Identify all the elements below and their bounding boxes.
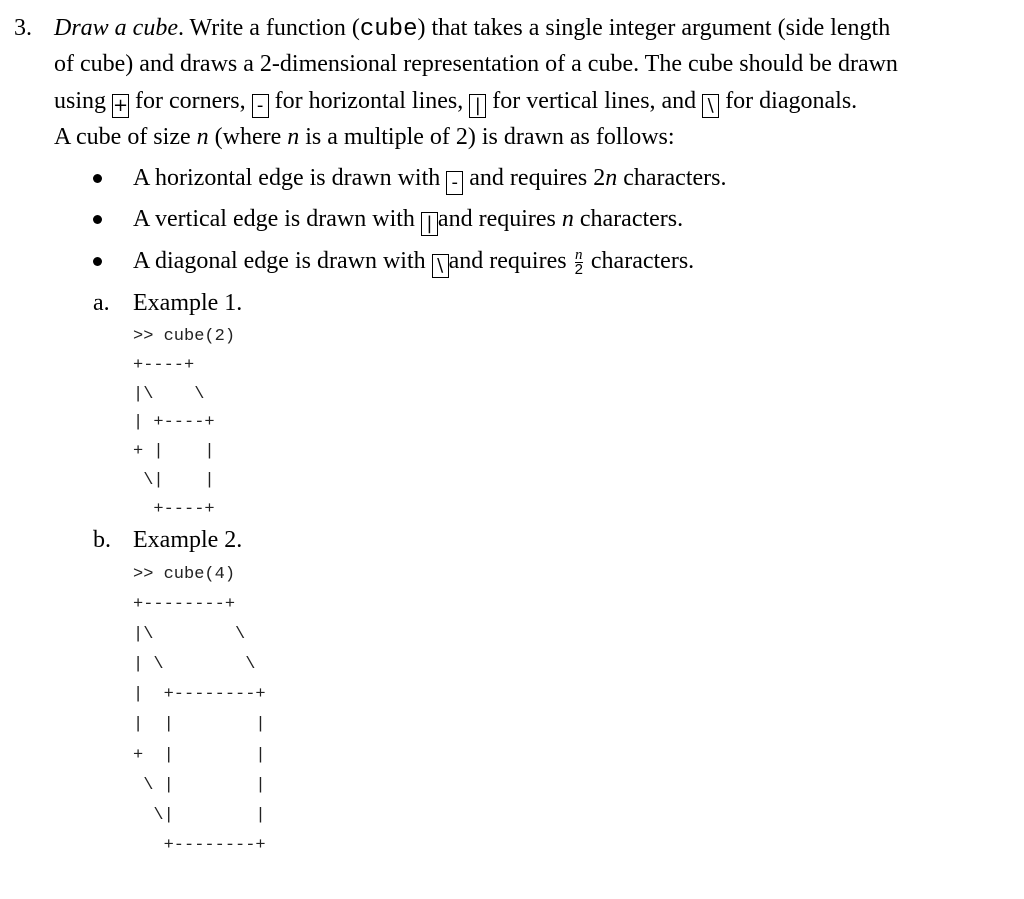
for-vertical-text: for vertical lines, and — [492, 88, 697, 114]
example-2-code: >> cube(4) +--------+ |\ \ | \ \ | +--------+ | | | + | | \ | | \| | +--------+ — [133, 565, 266, 855]
example-1-code: >> cube(2) +----+ |\ \ | +----+ + | | \| | +----+ — [133, 327, 236, 519]
example-2-label: b. — [93, 527, 111, 553]
fraction-denominator: 2 — [574, 260, 583, 278]
where-text: (where — [208, 124, 288, 150]
bullet-dot — [93, 215, 102, 224]
diagonal-symbol-box: \ — [432, 254, 449, 278]
example-1-title: Example 1. — [133, 290, 243, 316]
var-n: n — [561, 206, 574, 232]
vertical-symbol-box: | — [421, 212, 438, 236]
bullet-text: characters. — [617, 165, 727, 191]
for-corners-text: for corners, — [135, 88, 246, 114]
problem-line-2: of cube) and draws a 2-dimensional representation of a cube. The cube should be drawn — [54, 51, 898, 77]
bullet-text: and requires 2 — [463, 165, 606, 191]
bullet-text: A diagonal edge is drawn with — [133, 248, 426, 274]
bullet-text: characters. — [573, 206, 684, 232]
fraction-numerator: n — [574, 246, 583, 263]
bullet-dot — [93, 174, 102, 183]
var-n: n — [605, 165, 618, 191]
vertical-symbol-box: | — [469, 94, 486, 118]
for-diagonals-text: for diagonals. — [725, 88, 858, 114]
var-n: n — [196, 124, 209, 150]
problem-line-4 — [54, 122, 675, 152]
problem-number: 3. — [14, 15, 32, 41]
intro-text: . Write a function ( — [177, 15, 360, 41]
bullet-text: and requires — [437, 206, 562, 232]
example-1-label: a. — [93, 290, 110, 316]
horizontal-symbol-box: - — [446, 171, 463, 195]
var-n: n — [287, 124, 300, 150]
bullet-horizontal — [133, 163, 726, 195]
horizontal-symbol-box: - — [252, 94, 269, 118]
problem-title: Draw a cube — [54, 15, 178, 41]
corner-symbol-box: + — [113, 95, 129, 116]
multiple-text: is a multiple of 2) is drawn as follows: — [299, 124, 675, 150]
bullet-dot — [93, 257, 102, 266]
diagonal-symbol-box: \ — [702, 94, 719, 118]
problem-line-1 — [54, 13, 890, 45]
fraction-n-over-2 — [575, 248, 583, 277]
intro-after-func: ) that takes a single integer argument (side length — [417, 15, 891, 41]
function-name: cube — [359, 16, 418, 43]
bullet-text: A horizontal edge is drawn with — [133, 165, 441, 191]
bullet-text: A vertical edge is drawn with — [133, 206, 415, 232]
bullet-text: and requires — [448, 248, 567, 274]
bullet-text: characters. — [590, 248, 695, 274]
example-2-title: Example 2. — [133, 527, 243, 553]
problem-line-3 — [54, 86, 857, 118]
size-text: A cube of size — [54, 124, 197, 150]
bullet-vertical — [133, 204, 683, 236]
for-horizontal-text: for horizontal lines, — [274, 88, 464, 114]
bullet-diagonal — [133, 246, 694, 278]
using-text: using — [54, 88, 107, 114]
